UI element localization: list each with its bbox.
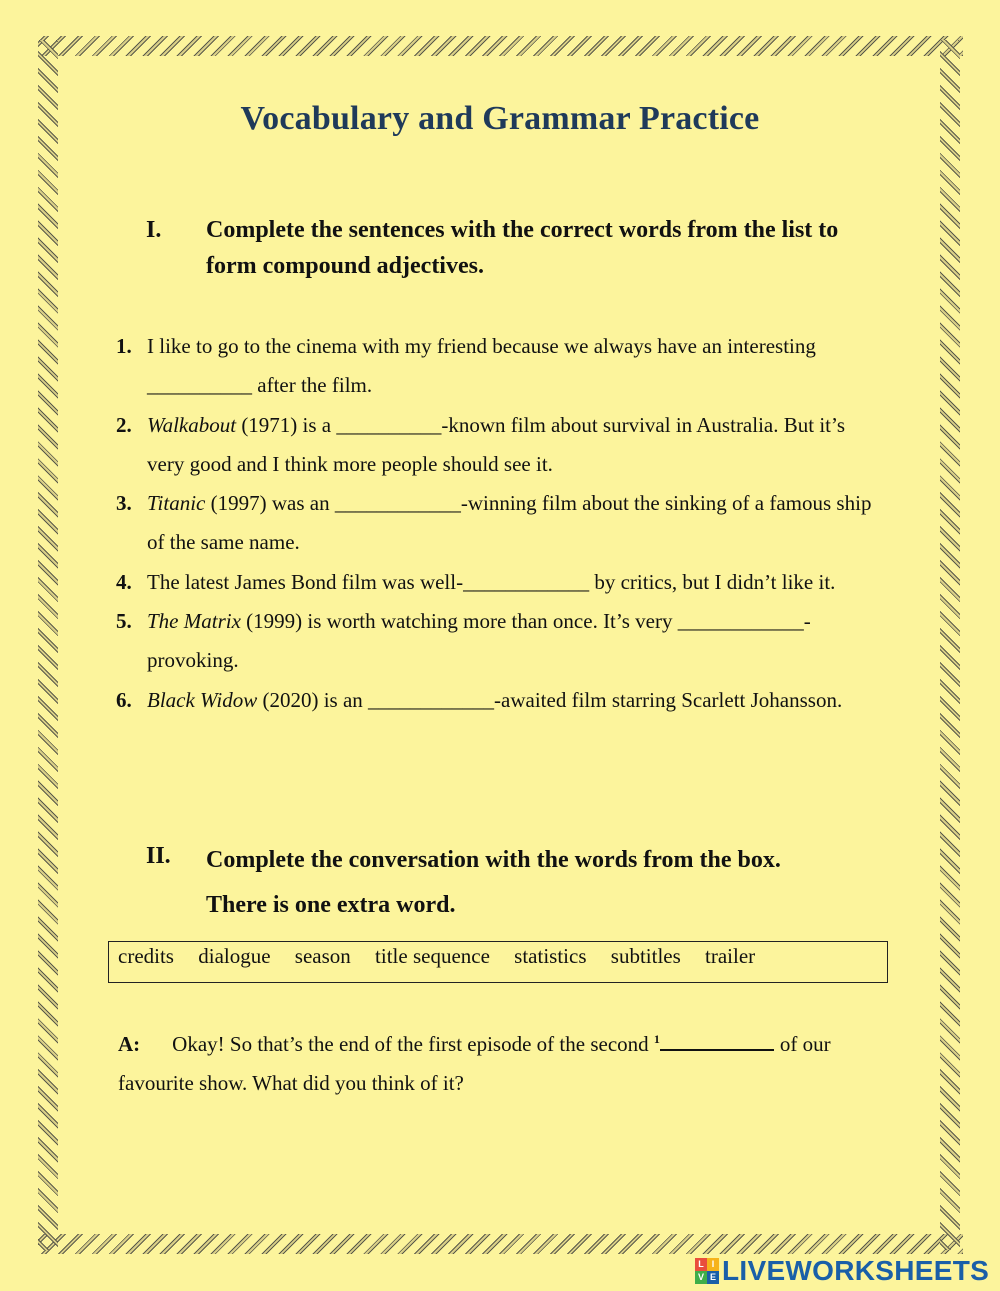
logo-text: LIVEWORKSHEETS [722,1255,990,1286]
liveworksheets-logo [695,1254,989,1288]
section-1-instruction: Complete the sentences with the correct words from the list to form compound adjectives. [206,217,839,279]
list-item: 4. The latest James Bond film was well-____________ by critics, but I didn’t like it. [116,569,836,594]
logo-icon [695,1258,719,1284]
pencil-border-left [38,40,58,1250]
pencil-border-bottom [38,1234,963,1254]
speaker-label: A: [118,1032,141,1056]
blank-number: 1 [653,1032,660,1046]
word-box-item: dialogue [198,944,271,968]
word-box-item: subtitles [610,944,681,968]
word-box [108,941,888,983]
word-box-item: title sequence [375,944,490,968]
list-item: 6. Black Widow (2020) is an ____________-awaited film starring Scarlett Johansson. [116,687,843,712]
section-1-heading [146,212,886,284]
list-item: 5. The Matrix (1999) is worth watching more than once. It’s very ____________-provoking. [116,609,811,673]
conversation [118,1020,858,1103]
section-1-number: I. [146,217,162,243]
word-box-item: trailer [705,944,756,968]
conversation-text-after: of our favourite show. What did you think of it? [118,1032,831,1095]
section-2-instruction: Complete the conversation with the words from the box. There is one extra word. [206,847,781,918]
conversation-text: Okay! So that’s the end of the first episode of the second [172,1032,654,1056]
section-2-heading [146,838,886,928]
logo-letter: L [695,1258,707,1271]
pencil-border-top [38,36,963,56]
section-2-number: II. [146,843,171,869]
list-item: 3. Titanic (1997) was an ____________-winning film about the sinking of a famous ship of the same name. [116,491,872,555]
list-item: 1. I like to go to the cinema with my friend because we always have an interesting __________ after the film. [116,334,816,398]
page-title: Vocabulary and Grammar Practice [240,100,760,137]
pencil-border-right [940,40,960,1250]
list-item: 2. Walkabout (1971) is a __________-known film about survival in Australia. But it’s very good and I think more people should see it. [116,412,846,476]
logo-letter: I [707,1258,719,1271]
word-box-item: statistics [514,944,587,968]
exercise-1-list [116,327,886,720]
logo-letter: V [695,1271,707,1284]
word-box-item: season [294,944,351,968]
answer-blank-1[interactable] [660,1031,774,1051]
word-box-item: credits [118,944,174,968]
logo-letter: E [707,1271,719,1284]
